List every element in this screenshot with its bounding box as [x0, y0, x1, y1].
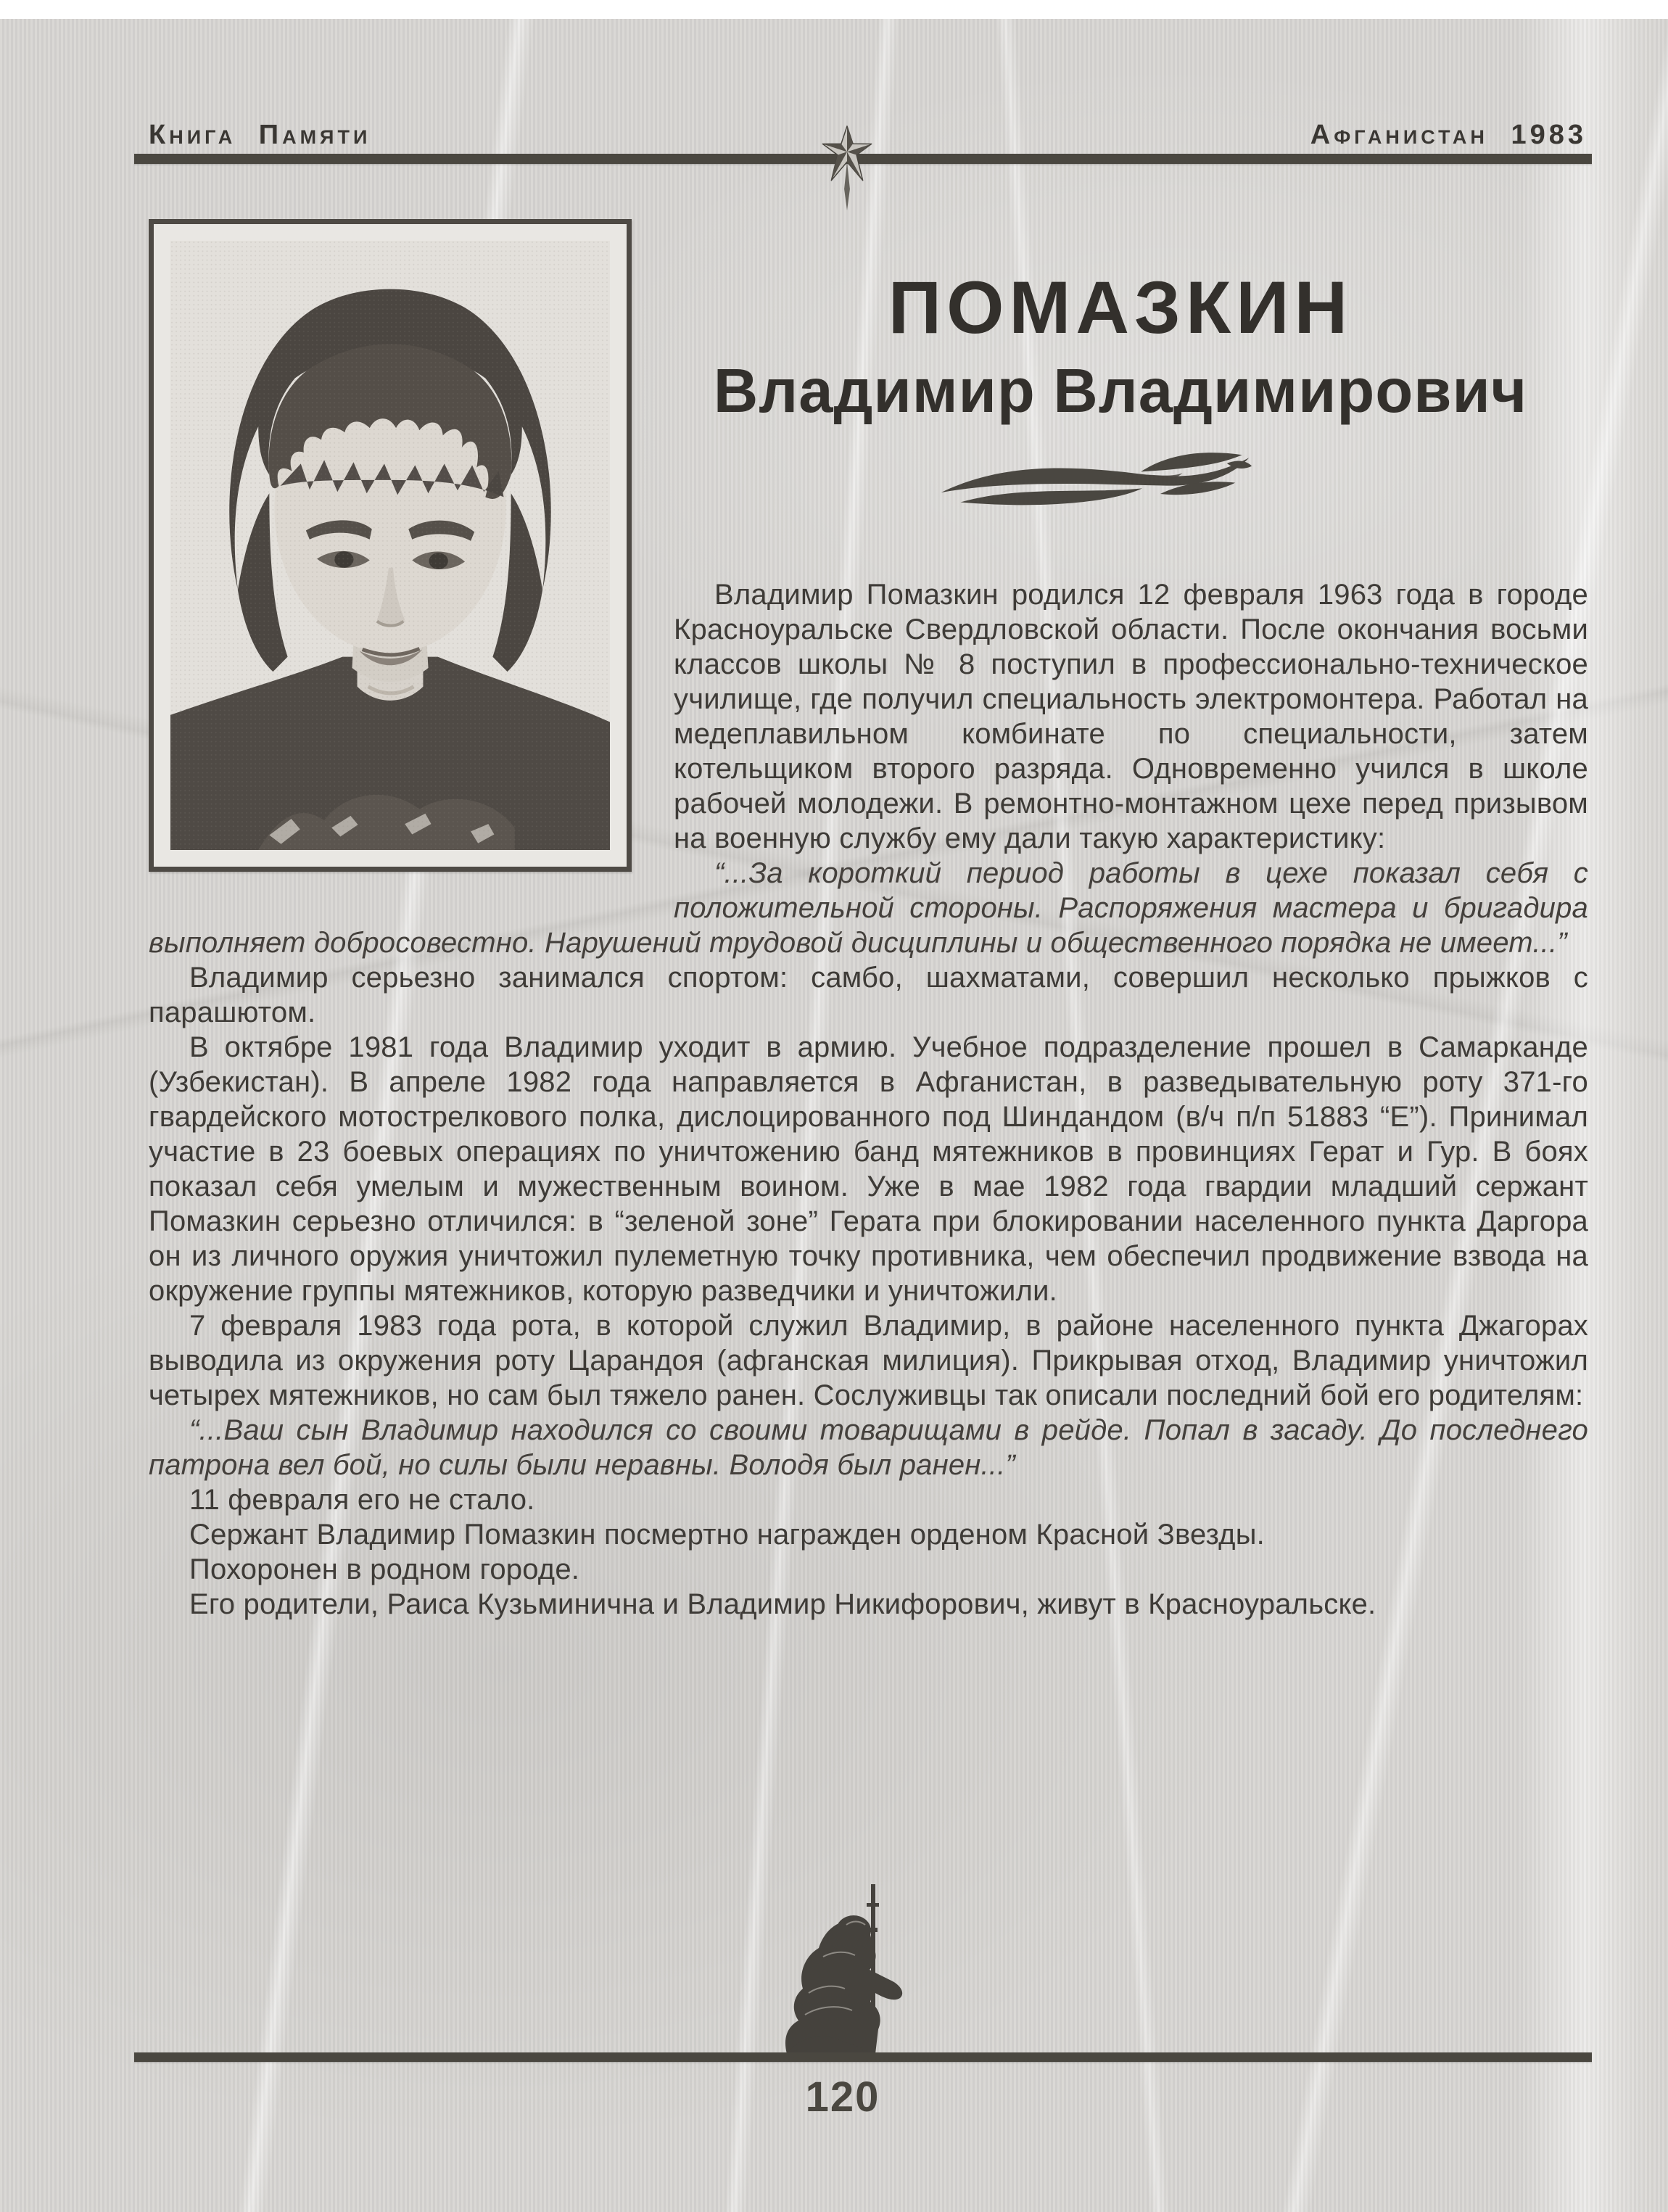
body-paragraph: Владимир Помазкин родился 12 февраля 1963 года в городе Красноуральске Свердловской области. После окончания восьми классов школы № 8 поступил в профессионально-техническое училище, где получил специальность электромонтера. Работал на медеплавильном комбинате по специальности, затем котельщиком второго разряда. Одновременно учился в школе рабочей молодежи. В ремонтно-монтажном цехе перед призывом на военную службу ему дали такую характеристику:	[674, 579, 1588, 854]
body-paragraph: Сержант Владимир Помазкин посмертно награжден орденом Красной Звезды.	[189, 1519, 1265, 1551]
page-number: 120	[805, 2073, 880, 2121]
body-paragraph: В октябре 1981 года Владимир уходит в армию. Учебное подразделение прошел в Самарканде (Узбекистан). В апреле 1982 года направляется в Афганистан, в разведывательную роту 371-го гвардейского мотострелкового полка, дислоцированного под Шиндандом (в/ч п/п 51883 “Е”). Принимал участие в 23 боевых операциях по уничтожению банд мятежников в провинциях Герат и Гур. В боях показал себя умелым и мужественным воином. Уже в мае 1982 года гвардии младший сержант Помазкин серьезно отличился: в “зеленой зоне” Герата при блокировании населенного пункта Даргора он из личного оружия уничтожил пулеметную точку противника, чем обеспечил продвижение взвода на окружение группы мятежников, которую разведчики и уничтожили.	[149, 1031, 1588, 1307]
portrait-photo	[149, 219, 632, 872]
quote-paragraph: “...За короткий период работы в цехе показал себя с положительной стороны. Распоряжения мастера и бригадира выполняет добросовестно. Нарушений трудовой дисциплины и общественного порядка не имеет...”	[149, 857, 1588, 959]
given-names: Владимир Владимирович	[713, 357, 1528, 426]
surname: ПОМАЗКИН	[888, 266, 1353, 349]
body-paragraph: Его родители, Раиса Кузьминична и Владимир Никифорович, живут в Красноуральске.	[189, 1588, 1376, 1620]
scan-edge	[0, 0, 1668, 19]
kneeling-soldier-icon	[765, 1884, 921, 2057]
quote-paragraph: “...Ваш сын Владимир находился со своими товарищами в рейде. Попал в засаду. До последнего патрона вел бой, но силы были неравны. Володя был ранен...”	[149, 1414, 1588, 1481]
body-paragraph: Похоронен в родном городе.	[189, 1553, 580, 1585]
footer-rule	[134, 2052, 1592, 2062]
header-section-title: Афганистан 1983	[1310, 120, 1587, 150]
article-body	[149, 219, 1588, 1622]
body-paragraph: Владимир серьезно занимался спортом: самбо, шахматами, совершил несколько прыжков с парашютом.	[149, 962, 1588, 1028]
header-book-title: Книга Памяти	[149, 120, 371, 150]
star-icon	[818, 123, 876, 216]
body-paragraph: 11 февраля его не стало.	[189, 1484, 535, 1516]
body-paragraph: 7 февраля 1983 года рота, в которой служил Владимир, в районе населенного пункта Джагорах выводила из окружения роту Царандоя (афганская милиция). Прикрывая отход, Владимир уничтожил четырех мятежников, но сам был тяжело ранен. Сослуживцы так описали последний бой его родителям:	[149, 1310, 1588, 1411]
